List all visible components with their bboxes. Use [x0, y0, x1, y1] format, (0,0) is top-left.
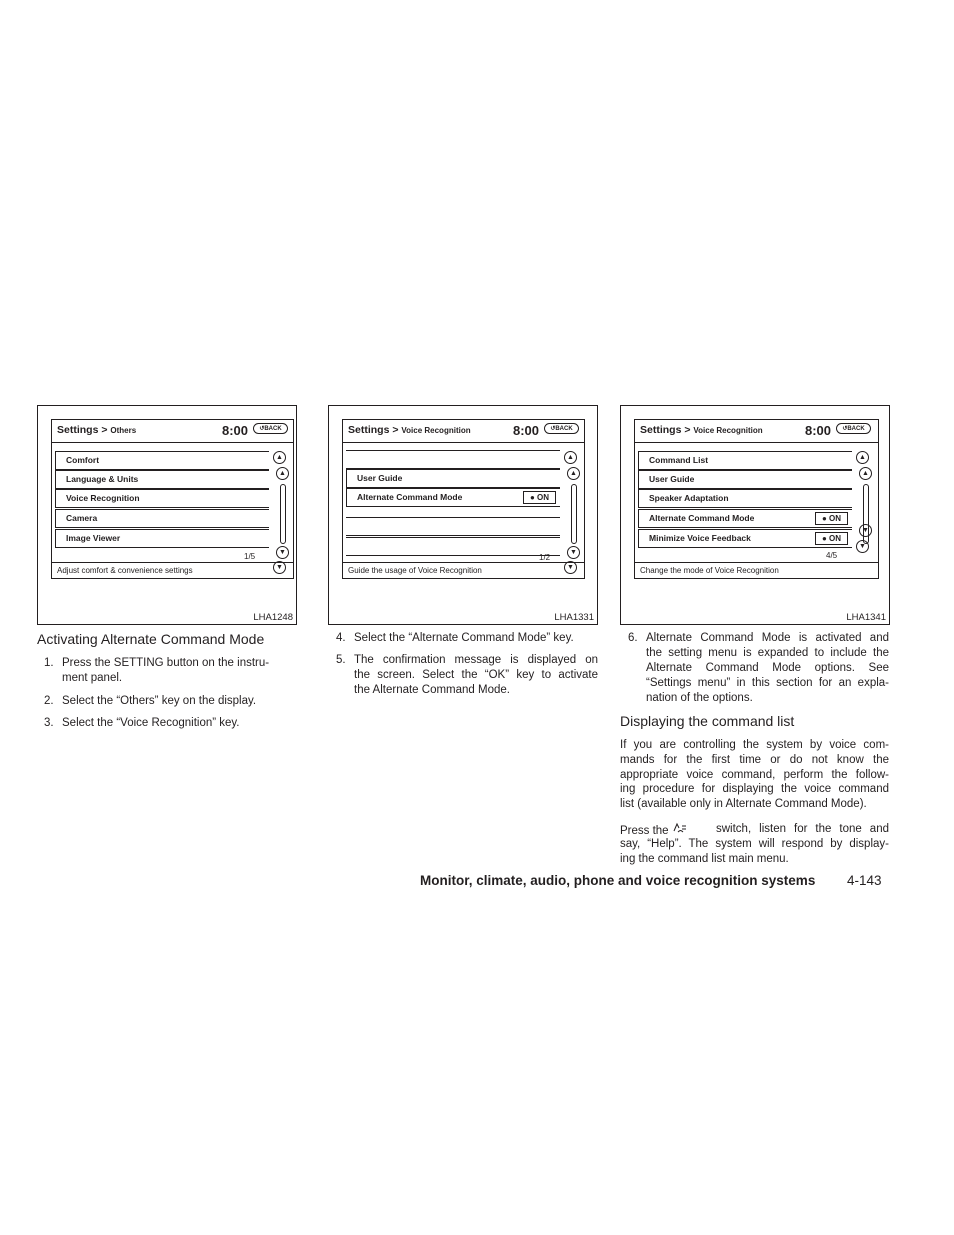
clock: 8:00	[805, 423, 832, 438]
paragraph-line: Press the	[620, 822, 889, 839]
step-number: 3.	[44, 717, 54, 729]
paragraph-line: ing procedure for displaying the voice command	[620, 783, 889, 795]
header-title: Settings >	[640, 424, 691, 436]
step-text: ment panel.	[62, 672, 123, 684]
step-text: the Alternate Command Mode.	[354, 684, 510, 696]
header-subtitle: Voice Recognition	[401, 426, 471, 435]
step-text: “Settings menu” in this section for an expla-	[646, 677, 889, 689]
figure-voice-recognition-expanded	[620, 405, 890, 625]
paragraph-line: If you are controlling the system by voice com-	[620, 739, 889, 751]
header-subtitle: Voice Recognition	[693, 426, 763, 435]
step-text: the setting menu is expanded to include the	[646, 647, 889, 659]
menu-item-camera[interactable]: Camera	[55, 509, 269, 528]
menu-item-image-viewer[interactable]: Image Viewer	[55, 529, 269, 548]
step-text: nation of the options.	[646, 692, 753, 704]
back-arrow-icon: ↺	[550, 426, 556, 432]
screen-header	[52, 420, 293, 443]
scroll-up-icon[interactable]: ▲	[567, 467, 580, 480]
menu-item-blank	[346, 537, 560, 556]
back-arrow-icon: ↺	[842, 426, 848, 432]
paragraph-line: switch, listen for the tone and	[716, 823, 889, 835]
menu-item-speaker-adaptation[interactable]: Speaker Adaptation	[638, 489, 852, 508]
scroll-up-icon[interactable]: ▲	[276, 467, 289, 480]
step-number: 5.	[336, 654, 346, 666]
step-number: 2.	[44, 695, 54, 707]
scrollbar[interactable]	[571, 484, 577, 544]
page-number: 4-143	[847, 873, 882, 888]
scroll-bottom-icon[interactable]: ▼	[856, 540, 869, 553]
step-number: 4.	[336, 632, 346, 644]
menu-item-minimize-voice-feedback[interactable]: Minimize Voice Feedback ● ON	[638, 529, 852, 548]
screen-header	[635, 420, 878, 443]
header-title: Settings >	[348, 424, 399, 436]
figure-others	[37, 405, 297, 625]
scroll-down-icon[interactable]: ▼	[567, 546, 580, 559]
figure-voice-recognition	[328, 405, 598, 625]
on-toggle[interactable]: ● ON	[815, 512, 848, 525]
page-indicator: 1/2	[539, 553, 551, 562]
scroll-down-icon[interactable]: ▼	[859, 524, 872, 537]
scroll-down-icon[interactable]: ▼	[276, 546, 289, 559]
scrollbar[interactable]	[280, 484, 286, 544]
display-screen	[634, 419, 879, 579]
scroll-bottom-icon[interactable]: ▼	[273, 561, 286, 574]
back-button[interactable]: ↺BACK	[253, 423, 288, 434]
section-heading: Activating Alternate Command Mode	[37, 631, 265, 647]
figure-code: LHA1341	[846, 612, 886, 623]
menu-item-language-units[interactable]: Language & Units	[55, 470, 269, 489]
step-text: Alternate Command Mode is activated and	[646, 632, 889, 644]
menu-item-alternate-command-mode[interactable]: Alternate Command Mode ● ON	[638, 509, 852, 528]
menu-item-blank	[346, 450, 560, 469]
voice-talk-icon	[672, 822, 690, 834]
paragraph-line: ing the command list main menu.	[620, 853, 789, 865]
page-indicator: 4/5	[826, 551, 838, 560]
section-heading: Displaying the command list	[620, 713, 795, 729]
page-indicator: 1/5	[244, 552, 256, 561]
step-text: Press the SETTING button on the instru-	[62, 657, 270, 669]
back-arrow-icon: ↺	[259, 426, 265, 432]
on-toggle[interactable]: ● ON	[523, 491, 556, 504]
clock: 8:00	[222, 423, 249, 438]
step-number: 1.	[44, 657, 54, 669]
back-button[interactable]: ↺BACK	[544, 423, 579, 434]
scroll-top-icon[interactable]: ▲	[856, 451, 869, 464]
menu-item-comfort[interactable]: Comfort	[55, 451, 269, 470]
step-number: 6.	[628, 632, 638, 644]
display-screen	[51, 419, 294, 579]
back-button[interactable]: ↺BACK	[836, 423, 871, 434]
footer-title: Monitor, climate, audio, phone and voice recognition systems	[420, 873, 816, 888]
status-bar: Adjust comfort & convenience settings	[52, 562, 293, 578]
figure-code: LHA1331	[554, 612, 594, 623]
menu-item-blank	[346, 517, 560, 536]
scroll-top-icon[interactable]: ▲	[564, 451, 577, 464]
header-subtitle: Others	[110, 426, 137, 435]
menu-item-command-list[interactable]: Command List	[638, 451, 852, 470]
clock: 8:00	[513, 423, 540, 438]
menu-item-user-guide[interactable]: User Guide	[638, 470, 852, 489]
step-text: Alternate Command Mode options. See	[646, 662, 889, 674]
status-bar: Guide the usage of Voice Recognition	[343, 562, 584, 578]
scroll-up-icon[interactable]: ▲	[859, 467, 872, 480]
figure-code: LHA1248	[253, 612, 293, 623]
step-text: Select the “Voice Recognition” key.	[62, 717, 240, 729]
step-text: The confirmation message is displayed on	[354, 654, 598, 666]
scroll-bottom-icon[interactable]: ▼	[564, 561, 577, 574]
display-screen	[342, 419, 585, 579]
paragraph-line: say, “Help”. The system will respond by display-	[620, 838, 889, 850]
step-text: Select the “Alternate Command Mode” key.	[354, 632, 574, 644]
paragraph-line: list (available only in Alternate Command Mode).	[620, 798, 867, 810]
on-toggle[interactable]: ● ON	[815, 532, 848, 545]
status-bar: Change the mode of Voice Recognition	[635, 562, 878, 578]
step-text: Select the “Others” key on the display.	[62, 695, 257, 707]
paragraph-line: mands for the first time or do not know the	[620, 754, 889, 766]
header-title: Settings >	[57, 424, 108, 436]
paragraph-line: appropriate voice command, perform the follow-	[620, 769, 889, 781]
step-text: the screen. Select the “OK” key to activate	[354, 669, 598, 681]
menu-item-user-guide[interactable]: User Guide	[346, 469, 560, 488]
menu-item-voice-recognition[interactable]: Voice Recognition	[55, 489, 269, 508]
menu-item-alternate-command-mode[interactable]: Alternate Command Mode ● ON	[346, 488, 560, 507]
scroll-top-icon[interactable]: ▲	[273, 451, 286, 464]
screen-header	[343, 420, 584, 443]
